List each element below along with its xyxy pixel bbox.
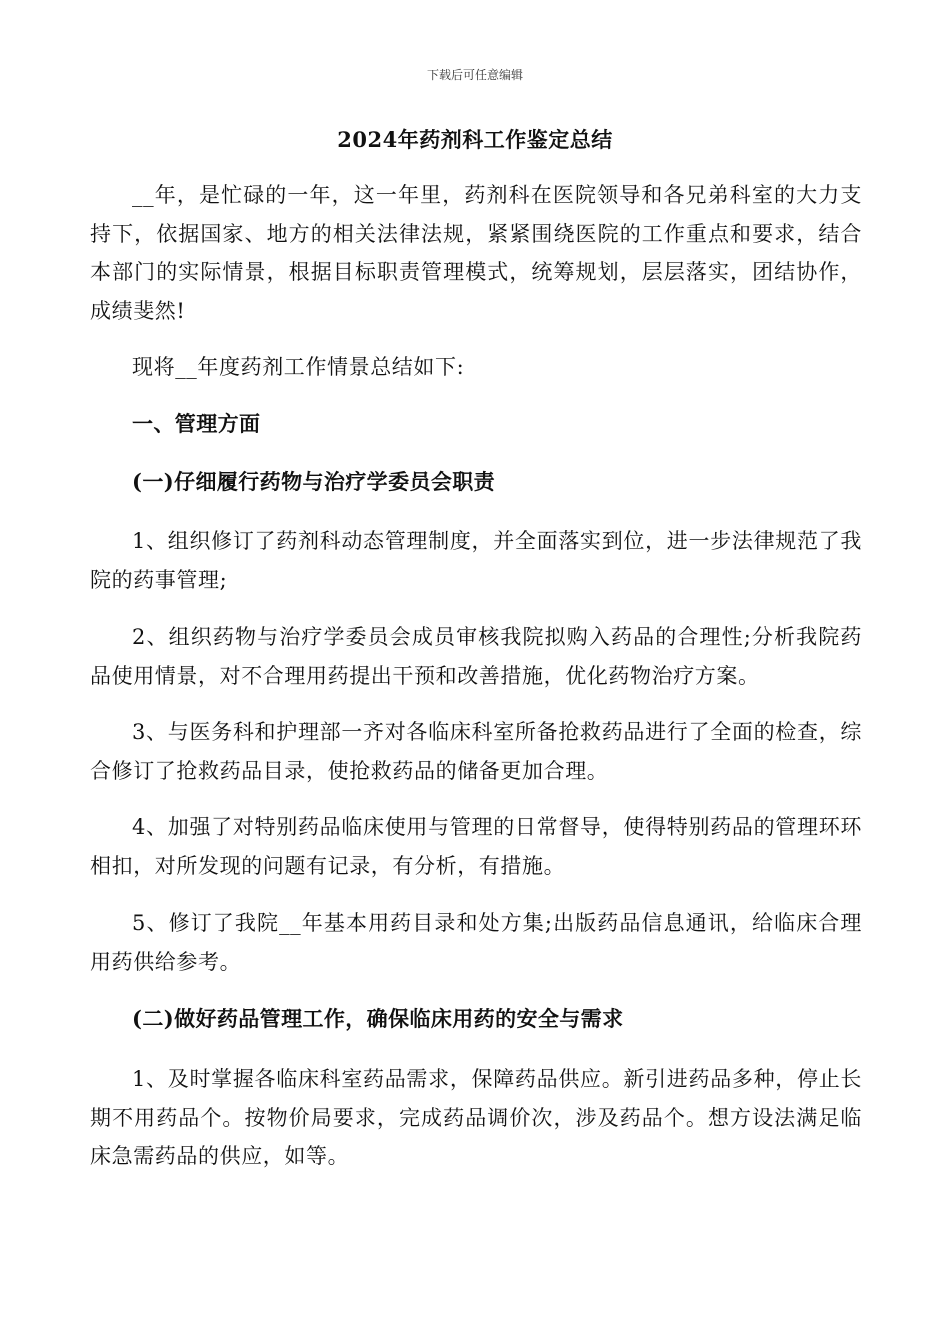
document-title: 2024年药剂科工作鉴定总结 [337,127,613,152]
list-item: 5、修订了我院__年基本用药目录和处方集;出版药品信息通讯，给临床合理用药供给参考。 [90,911,862,974]
subsection-1-heading: (一)仔细履行药物与治疗学委员会职责 [132,469,496,494]
list-item: 4、加强了对特别药品临床使用与管理的日常督导，使得特别药品的管理环环相扣，对所发现的问题有记录，有分析，有措施。 [90,815,862,878]
list-item: 1、组织修订了药剂科动态管理制度，并全面落实到位，进一步法律规范了我院的药事管理; [90,529,862,592]
subsection-2-heading: (二)做好药品管理工作，确保临床用药的安全与需求 [132,1006,624,1031]
header-note: 下载后可任意编辑 [426,68,523,82]
list-item: 3、与医务科和护理部一齐对各临床科室所备抢救药品进行了全面的检查，综合修订了抢救药品目录，使抢救药品的储备更加合理。 [90,720,862,783]
summary-lead-paragraph: 现将__年度药剂工作情景总结如下: [132,355,465,379]
intro-paragraph: __年，是忙碌的一年，这一年里，药剂科在医院领导和各兄弟科室的大力支持下，依据国家、地方的相关法律法规，紧紧围绕医院的工作重点和要求，结合本部门的实际情景，根据目标职责管理模式，统筹规划，层层落实，团结协作，成绩斐然! [90,183,862,323]
list-item: 2、组织药物与治疗学委员会成员审核我院拟购入药品的合理性;分析我院药品使用情景，对不合理用药提出干预和改善措施，优化药物治疗方案。 [90,625,862,688]
list-item: 1、及时掌握各临床科室药品需求，保障药品供应。新引进药品多种，停止长期不用药品个。按物价局要求，完成药品调价次，涉及药品个。想方设法满足临床急需药品的供应，如等。 [90,1067,862,1168]
section-1-heading: 一、管理方面 [132,411,261,436]
